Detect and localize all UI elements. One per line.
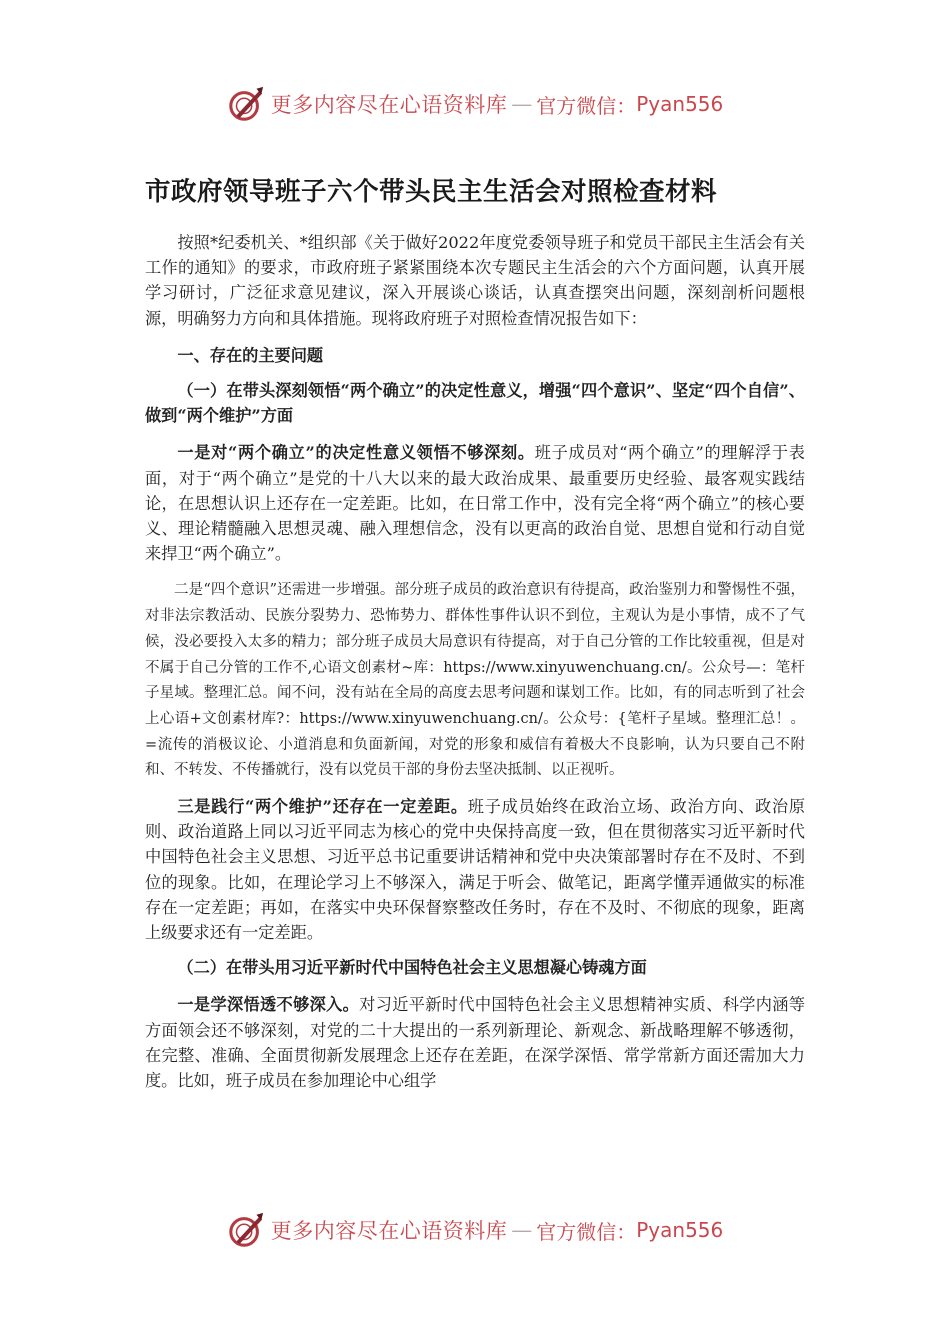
footer-brand: 更多内容尽在心语资料库 [270, 1219, 508, 1243]
paragraph-1-lead: 一是对“两个确立”的决定性意义领悟不够深刻。 [177, 443, 535, 463]
footer-wechat-label: 官方微信： [536, 1219, 637, 1244]
paragraph-1-body: 班子成员对“两个确立”的理解浮于表面，对于“两个确立”是党的十八大以来的最大政治成果、最重要历史经验、最客观实践结论，在思想认识上还存在一定差距。比如，在日常工作中，没有完全将“两个确立”的核心要义、理论精髓融入思想灵魂、融入理想信念，没有以更高的政治自觉、思想自觉和行动自觉来捍卫“两个确立”。 [145, 443, 805, 564]
document-title: 市政府领导班子六个带头民主生活会对照检查材料 [145, 177, 718, 207]
footer-wechat-id: Pyan556 [636, 1218, 724, 1242]
banner-wechat-id: Pyan556 [636, 92, 724, 116]
paragraph-3-body: 班子成员始终在政治立场、政治方向、政治原则、政治道路上同以习近平同志为核心的党中央保持高度一致，但在贯彻落实习近平新时代中国特色社会主义思想、习近平总书记重要讲话精神和党中央决策部署时存在不及时、不到位的现象。比如，在理论学习上不够深入，满足于听会、做笔记，距离学懂弄通做实的标准存在一定差距；再如，在落实中央环保督察整改任务时，存在不及时、不彻底的现象，距离上级要求还有一定差距。 [145, 797, 806, 943]
paragraph-1 [145, 440, 805, 566]
document-body [145, 172, 805, 1093]
footer-separator: — [511, 1218, 533, 1242]
paragraph-3-lead: 三是践行“两个维护”还存在一定差距。 [177, 797, 468, 817]
header-banner [0, 84, 950, 124]
banner-wechat-label: 官方微信： [536, 93, 637, 118]
paragraph-4-body: 对习近平新时代中国特色社会主义思想精神实质、科学内涵等方面领会还不够深刻，对党的二十大提出的一系列新理论、新观念、新战略理解不够透彻，在完整、准确、全面贯彻新发展理念上还存在差距，在深学深悟、常学常新方面还需加大力度。比如，班子成员在参加理论中心组学 [145, 995, 806, 1091]
paragraph-4-lead: 一是学深悟透不够深入。 [177, 995, 360, 1015]
brush-logo-icon [227, 1211, 265, 1249]
paragraph-2: 二是“四个意识”还需进一步增强。部分班子成员的政治意识有待提高，政治鉴别力和警惕性不强，对非法宗教活动、民族分裂势力、恐怖势力、群体性事件认识不到位，主观认为是小事情，成不了气候，没必要投入太多的精力；部分班子成员大局意识有待提高，对于自己分管的工作比较重视，但是对不属于自己分管的工作不,心语文创素材~库：https://www.xinyuwenchuang.cn/。公众号—：笔杆子星域。整理汇总。闻不问，没有站在全局的高度去思考问题和谋划工作。比如，有的同志听到了社会上心语+文创素材库?：https://www.xinyuwenchuang.cn/。公众号：{笔杆子星域。整理汇总！。=流传的消极议论、小道消息和负面新闻，对党的形象和威信有着极大不良影响，认为只要自己不附和、不转发、不传播就行，没有以党员干部的身份去坚决抵制、以正视听。 [145, 582, 805, 779]
section-heading-1: 一、存在的主要问题 [177, 345, 324, 365]
footer-banner [0, 1210, 950, 1250]
intro-paragraph: 按照*纪委机关、*组织部《关于做好2022年度党委领导班子和党员干部民主生活会有关工作的通知》的要求，市政府班子紧紧围绕本次专题民主生活会的六个方面问题，认真开展学习研讨，广泛征求意见建议，深入开展谈心谈话，认真查摆突出问题，深刻剖析问题根源，明确努力方向和具体措施。现将政府班子对照检查情况报告如下： [145, 233, 805, 328]
subsection-heading-2: （二）在带头用习近平新时代中国特色社会主义思想凝心铸魂方面 [177, 958, 647, 978]
paragraph-4 [145, 992, 805, 1093]
subsection-heading-1: （一）在带头深刻领悟“两个确立”的决定性意义，增强“四个意识”、坚定“四个自信”、做到“两个维护”方面 [145, 381, 805, 426]
paragraph-3 [145, 794, 805, 945]
banner-separator: — [511, 92, 533, 116]
banner-brand: 更多内容尽在心语资料库 [270, 93, 508, 117]
brush-logo-icon [227, 85, 265, 123]
